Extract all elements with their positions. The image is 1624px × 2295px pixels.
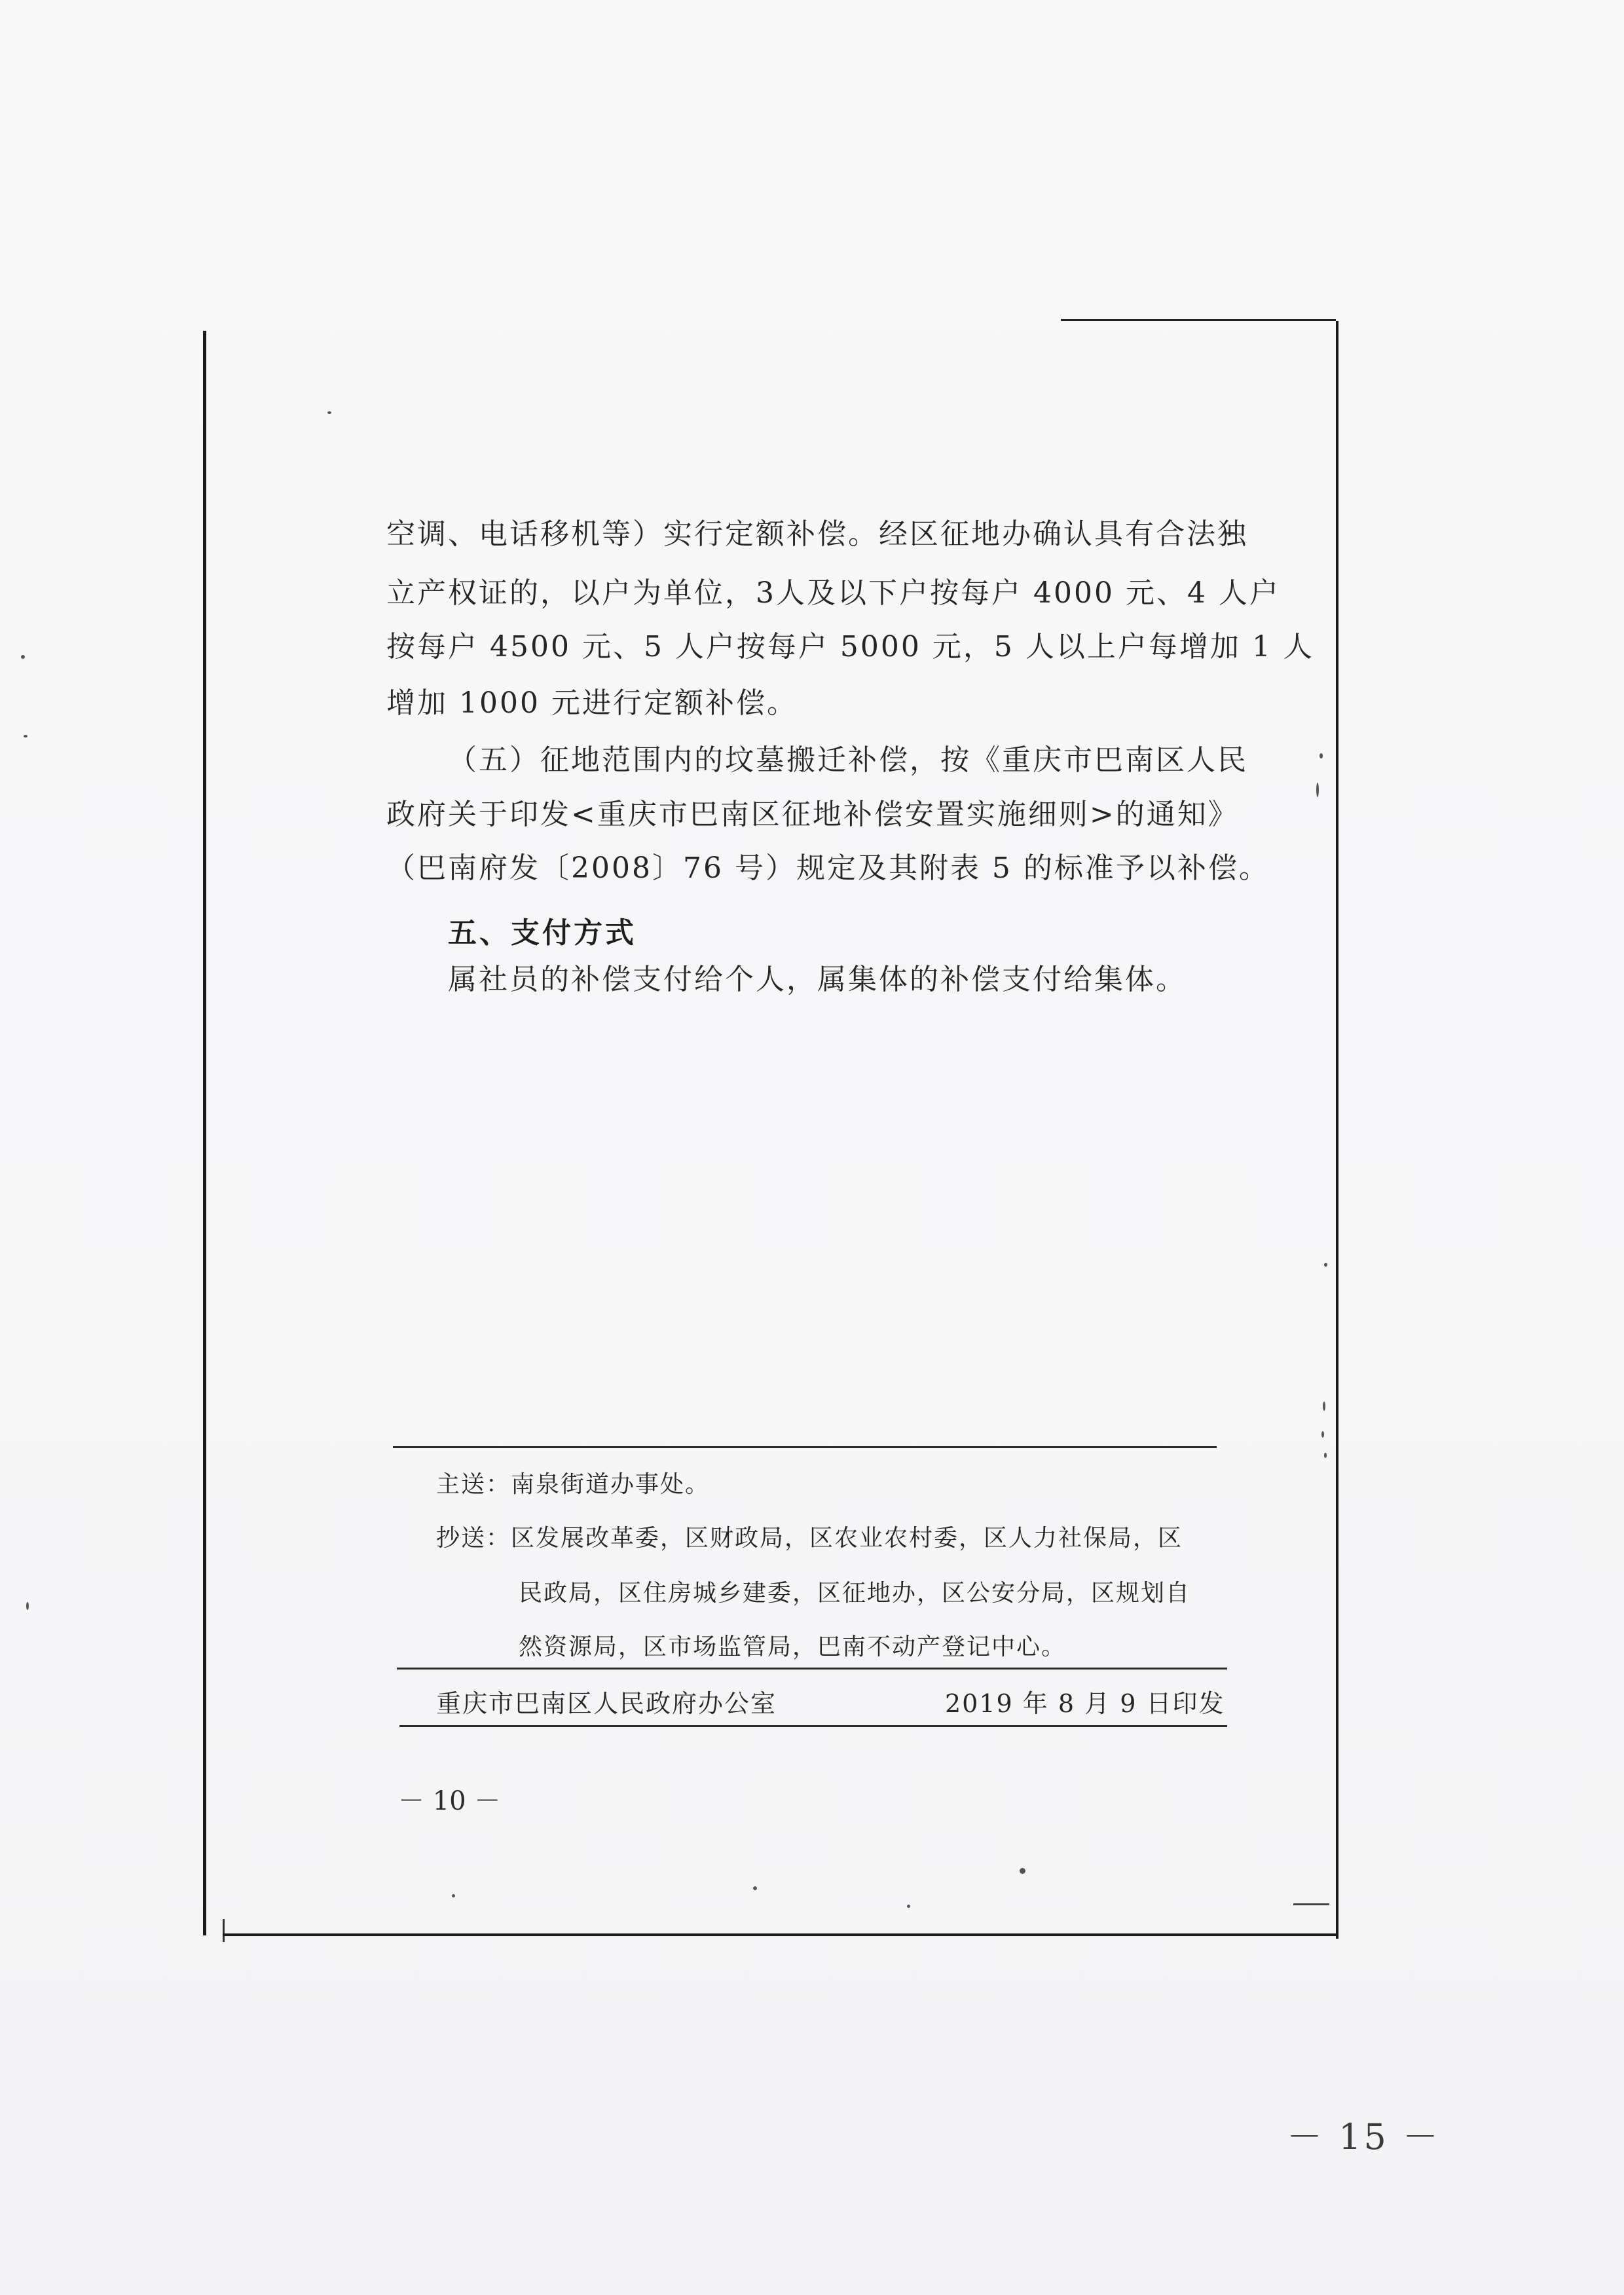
scan-speck: [1324, 1263, 1327, 1267]
cc-line-2: 民政局，区住房城乡建委，区征地办，区公安分局，区规划自: [519, 1580, 1191, 1607]
section-heading: 五、支付方式: [448, 916, 637, 950]
body-line-4: 增加 1000 元进行定额补偿。: [386, 686, 798, 720]
cc-line-3: 然资源局，区市场监管局，巴南不动产登记中心。: [519, 1633, 1067, 1660]
body-line-1: 空调、电话移机等）实行定额补偿。经区征地办确认具有合法独: [386, 517, 1248, 551]
issue-date: 2019 年 8 月 9 日印发: [945, 1689, 1225, 1718]
distribution-mid-rule: [397, 1668, 1227, 1670]
frame-bottom-edge: [223, 1933, 1338, 1936]
body-line-2: 立产权证的，以户为单位，3人及以下户按每户 4000 元、4 人户: [386, 576, 1280, 610]
frame-right-edge: [1336, 321, 1338, 1939]
scan-speck: [1321, 1431, 1324, 1438]
scan-speck: [753, 1886, 757, 1890]
distribution-top-rule: [393, 1446, 1217, 1448]
scan-speck: [26, 1602, 29, 1610]
scan-speck: [1323, 1402, 1325, 1411]
cc-line-1: 抄送：区发展改革委，区财政局，区农业农村委，区人力社保局，区: [436, 1525, 1183, 1552]
scan-speck: [1324, 1453, 1327, 1458]
section-text: 属社员的补偿支付给个人，属集体的补偿支付给集体。: [448, 963, 1187, 996]
frame-bottom-mark: [1293, 1903, 1329, 1905]
main-send: 主送：南泉街道办事处。: [436, 1471, 710, 1498]
scan-speck: [24, 735, 28, 737]
issuing-office: 重庆市巴南区人民政府办公室: [436, 1689, 777, 1718]
frame-top-edge: [1061, 319, 1336, 321]
body-line-7: （巴南府发〔2008〕76 号）规定及其附表 5 的标准予以补偿。: [386, 851, 1270, 885]
frame-left-edge: [203, 331, 206, 1935]
distribution-bottom-rule: [399, 1725, 1227, 1727]
outer-page-number: － 15 －: [1287, 2116, 1441, 2157]
scan-speck: [21, 655, 25, 659]
body-line-3: 按每户 4500 元、5 人户按每户 5000 元，5 人以上户每增加 1 人: [386, 630, 1314, 663]
scan-speck: [1320, 753, 1323, 758]
scan-speck: [1316, 783, 1319, 797]
body-line-5: （五）征地范围内的坟墓搬迁补偿，按《重庆市巴南区人民: [448, 743, 1248, 777]
scan-speck: [1020, 1868, 1025, 1874]
scan-speck: [907, 1905, 910, 1908]
body-line-6: 政府关于印发<重庆市巴南区征地补偿安置实施细则>的通知》: [386, 798, 1239, 831]
inner-page-number: － 10 －: [398, 1786, 501, 1816]
frame-left-corner: [223, 1919, 225, 1942]
scan-speck: [327, 411, 331, 414]
scan-speck: [452, 1894, 455, 1897]
